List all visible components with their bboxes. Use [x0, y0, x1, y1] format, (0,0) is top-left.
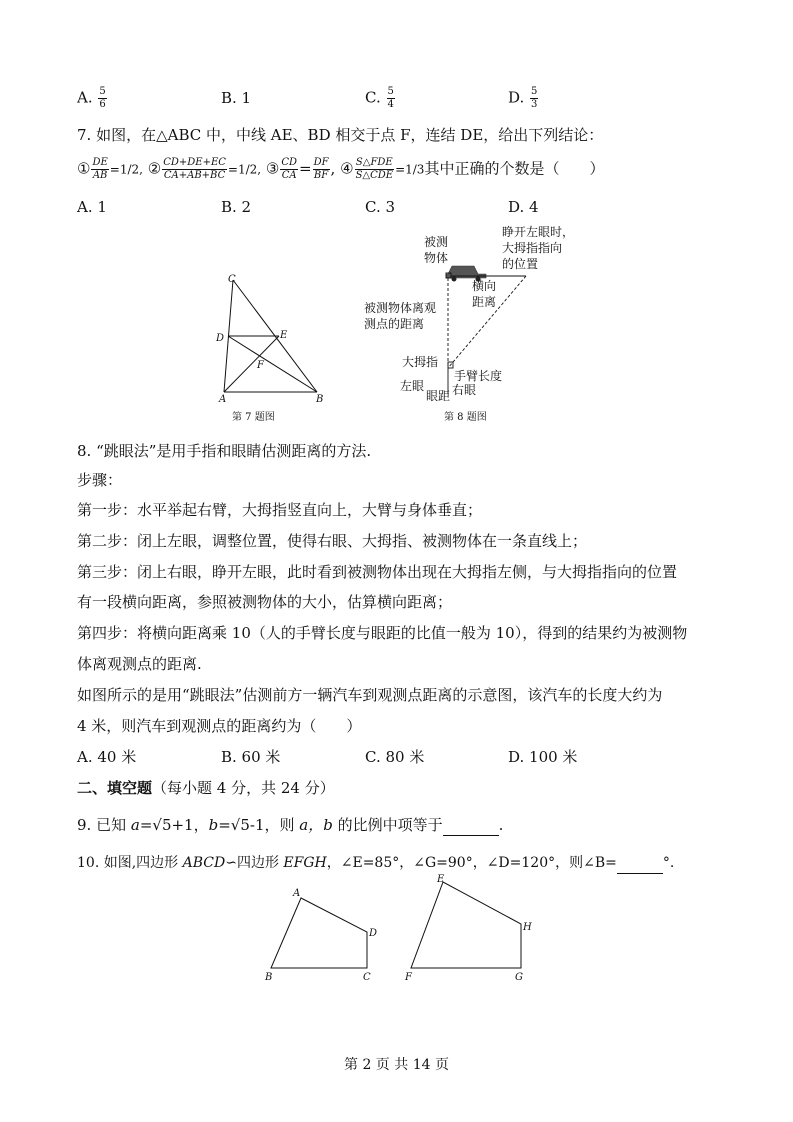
fig7-label-d: D — [216, 333, 225, 344]
q8-step-2: 第二步：闭上左眼，调整位置，使得右眼、大拇指、被测物体在一条直线上； — [77, 532, 588, 550]
q8-option-c: C. 80 米 — [365, 748, 425, 766]
q7-option-a: A. 1 — [77, 198, 107, 216]
figure-8 — [360, 222, 575, 432]
fig8-label-left-eye: 左眼 — [400, 379, 425, 393]
q8-step-4a: 第四步：将横向距离乘 10（人的手臂长度与眼距的比值一般为 10），得到的结果约为被测物 — [77, 624, 688, 642]
q7-conclusions: ① $\frac{DE}{AB}$ =1/2, ② $\frac{CD+DE+EC}{CA+AB+BC}$ =1/2, ③ $\frac{CD}{CA}$ = $\frac{DF}{BF}$ , ④ $\frac{\text{S△FDE}}{\text{S△CDE}}$ =1/3其中正确的个数是（ ） — [77, 157, 605, 181]
fig8-label-right-eye: 右眼 — [452, 383, 477, 397]
page-footer: 第 2 页 共 14 页 — [344, 1057, 449, 1073]
fig8-label-distance-2: 测点的距离 — [364, 317, 425, 331]
fig10-label-d: D — [369, 928, 378, 939]
figure-10 — [255, 872, 545, 990]
q7-stem: 7. 如图，在△ABC 中，中线 AE、BD 相交于点 F，连结 DE，给出下列结论： — [77, 126, 604, 144]
fig8-caption: 第 8 题图 — [444, 412, 487, 423]
q7-option-c: C. 3 — [365, 198, 396, 216]
fig7-median-ae — [224, 336, 279, 392]
q8-option-a: A. 40 米 — [77, 748, 137, 766]
q7-option-d: D. 4 — [508, 198, 539, 216]
q8-question-b: 4 米，则汽车到观测点的距离约为（ ） — [77, 717, 362, 735]
q9-answer-blank[interactable] — [443, 815, 499, 836]
fig7-median-bd — [228, 336, 317, 392]
fig8-label-horiz-1: 横向 — [472, 279, 497, 293]
figure-7 — [210, 268, 340, 428]
q7-option-b: B. 2 — [221, 198, 252, 216]
fig8-label-open-2: 大拇指指向 — [502, 241, 563, 255]
fig8-label-horiz-2: 距离 — [472, 295, 497, 309]
q10-answer-blank[interactable] — [617, 853, 663, 874]
fig10-label-h: H — [523, 922, 532, 933]
q8-option-b: B. 60 米 — [221, 748, 281, 766]
q10: 10. 如图,四边形 ABCD∽四边形 EFGH，∠E=85°，∠G=90°，∠D=120°，则∠B= °. — [77, 853, 674, 874]
q6-option-a: A. $\frac{5}{6}$ — [77, 86, 106, 110]
q8-intro: 8. “跳眼法”是用手指和眼睛估测距离的方法. — [77, 442, 372, 460]
fig8-label-eye-distance: 眼距 — [426, 389, 451, 403]
fig10-label-f: F — [405, 972, 412, 983]
fig8-label-distance-1: 被测物体离观 — [364, 301, 437, 315]
fig10-quad-abcd — [271, 898, 367, 968]
fig10-label-a: A — [293, 888, 301, 899]
fig8-label-object-2: 物体 — [424, 251, 449, 265]
fig8-label-object-1: 被测 — [424, 235, 449, 249]
fig8-label-open-1: 睁开左眼时， — [502, 225, 575, 239]
fig7-label-a: A — [219, 394, 227, 405]
section-2-heading: 二、填空题（每小题 4 分，共 24 分） — [77, 779, 335, 797]
q6-option-c: C. $\frac{5}{4}$ — [365, 86, 394, 110]
fig7-label-c: C — [228, 274, 236, 285]
fig7-caption: 第 7 题图 — [232, 412, 275, 423]
q8-step-1: 第一步：水平举起右臂，大拇指竖直向上，大臂与身体垂直； — [77, 501, 483, 519]
q8-step-4b: 体离观测点的距离. — [77, 655, 202, 673]
fig8-label-thumb: 大拇指 — [402, 355, 439, 369]
q8-question-a: 如图所示的是用“跳眼法”估测前方一辆汽车到观测点距离的示意图，该汽车的长度大约为 — [77, 686, 663, 704]
fig10-label-c: C — [363, 972, 371, 983]
fig10-label-e: E — [437, 874, 445, 885]
q8-step-3b: 有一段横向距离，参照被测物体的大小，估算横向距离； — [77, 593, 453, 611]
fig7-label-e: E — [280, 330, 288, 341]
q8-steps-title: 步骤： — [77, 471, 123, 489]
fig8-label-open-3: 的位置 — [502, 257, 539, 271]
q8-step-3a: 第三步：闭上右眼，睁开左眼，此时看到被测物体出现在大拇指左侧，与大拇指指向的位置 — [77, 563, 678, 581]
q8-option-d: D. 100 米 — [508, 748, 578, 766]
q6-option-b: B. 1 — [221, 89, 252, 107]
q9: 9. 已知 a=√5+1，b=√5-1，则 a，b 的比例中项等于 . — [77, 816, 504, 834]
fig8-label-arm: 手臂长度 — [454, 369, 503, 383]
fig7-label-b: B — [316, 394, 324, 405]
fig10-quad-efgh — [411, 882, 521, 968]
fig10-label-g: G — [515, 972, 523, 983]
fig10-label-b: B — [265, 972, 273, 983]
q6-option-d: D. $\frac{5}{3}$ — [508, 86, 538, 110]
fig7-label-f: F — [257, 360, 264, 371]
